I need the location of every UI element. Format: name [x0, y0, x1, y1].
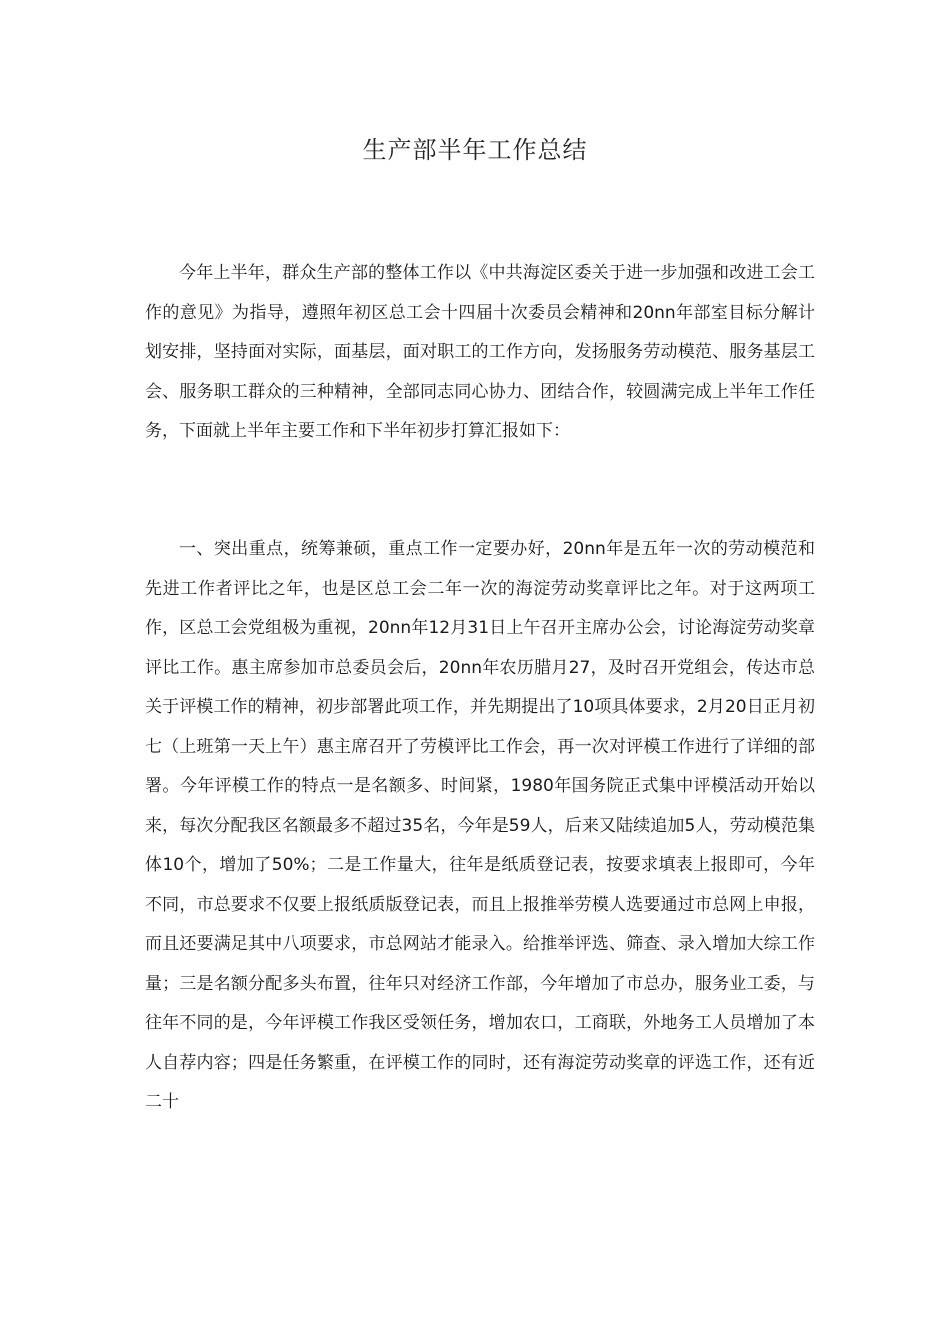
- body-paragraph-1: 今年上半年，群众生产部的整体工作以《中共海淀区委关于进一步加强和改进工会工作的意见》为指导，遵照年初区总工会十四届十次委员会精神和20nn年部室目标分解计划安排，坚持面对实际，面基层，面对职工的工作方向，发扬服务劳动模范、服务基层工会、服务职工群众的三种精神，全部同志同心协力、团结合作，较圆满完成上半年工作任务，下面就上半年主要工作和下半年初步打算汇报如下：: [145, 263, 815, 441]
- document-title: 生产部半年工作总结: [362, 136, 588, 164]
- body-paragraph-2: 一、突出重点，统筹兼硕，重点工作一定要办好，20nn年是五年一次的劳动模范和先进工作者评比之年，也是区总工会二年一次的海淀劳动奖章评比之年。对于这两项工作，区总工会党组极为重视，20nn年12月31日上午召开主席办公会，讨论海淀劳动奖章评比工作。惠主席参加市总委员会后，20nn年农历腊月27，及时召开党组会，传达市总关于评模工作的精神，初步部署此项工作，并先期提出了10项具体要求，2月20日正月初七（上班第一天上午）惠主席召开了劳模评比工作会，再一次对评模工作进行了详细的部署。今年评模工作的特点一是名额多、时间紧，1980年国务院正式集中评模活动开始以来，每次分配我区名额最多不超过35名，今年是59人，后来又陆续追加5人，劳动模范集体10个，增加了50%；二是工作量大，往年是纸质登记表，按要求填表上报即可，今年不同，市总要求不仅要上报纸质版登记表，而且上报推举劳模人选要通过市总网上申报，而且还要满足其中八项要求，市总网站才能录入。给推举评选、筛查、录入增加大综工作量；三是名额分配多头布置，往年只对经济工作部，今年增加了市总办，服务业工委，与往年不同的是，今年评模工作我区受领任务，增加农口，工商联，外地务工人员增加了本人自荐内容；四是任务繁重，在评模工作的同时，还有海淀劳动奖章的评选工作，还有近二十: [145, 539, 815, 1112]
